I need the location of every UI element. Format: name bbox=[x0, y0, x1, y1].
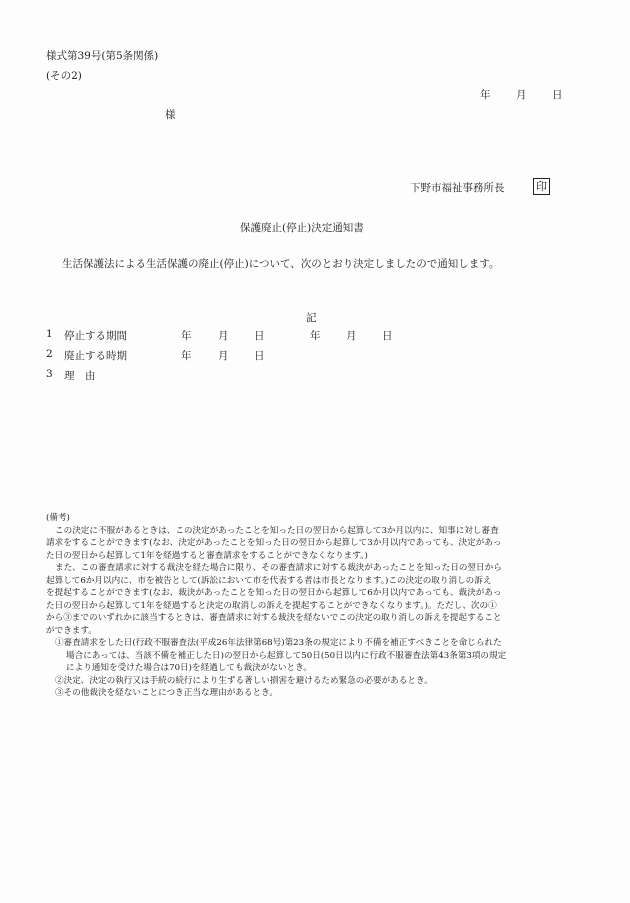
item-year: 年 bbox=[181, 330, 192, 342]
notes-line: この決定に不服があるときは、この決定があったことを知った日の翌日から起算して3か月以内に、知事に対し審査 bbox=[55, 525, 499, 536]
item-year-end: 年 bbox=[310, 330, 321, 342]
form-number: 様式第39号(第5条関係) bbox=[46, 50, 159, 62]
item-number: 3 bbox=[46, 368, 53, 380]
notes-line: ができます。 bbox=[46, 625, 97, 636]
notes-line: を提起することができます(なお、裁決があったことを知った日の翌日から起算して6か月以内であっても、裁決があっ bbox=[46, 588, 502, 598]
item-month: 月 bbox=[218, 350, 229, 362]
notes-line: ①審査請求をした日(行政不服審査法(平成26年法律第68号)第23条の規定により不備を補正すべきことを命じられた bbox=[55, 638, 502, 648]
document-title: 保護廃止(停止)決定通知書 bbox=[240, 222, 364, 234]
item-number: 2 bbox=[46, 348, 53, 360]
item-label: 廃止する時期 bbox=[64, 350, 127, 362]
notes-line: 場合にあっては、当該不備を補正した日)の翌日から起算して50日(50日以内に行政不服審査法第43条第3項の規定 bbox=[66, 650, 507, 661]
date-day: 日 bbox=[552, 89, 563, 101]
item-day: 日 bbox=[254, 350, 265, 362]
notes-line: また、この審査請求に対する裁決を経た場合に限り、その審査請求に対する裁決があったことを知った日の翌日から bbox=[55, 563, 502, 573]
notes-line: により通知を受けた場合は70日)を経過しても裁決がないとき。 bbox=[66, 663, 312, 673]
item-year: 年 bbox=[181, 350, 192, 362]
notes-line: た日の翌日から起算して1年を経過すると審査請求をすることができなくなります。) bbox=[46, 550, 368, 561]
item-month-end: 月 bbox=[346, 330, 357, 342]
item-label: 停止する期間 bbox=[64, 330, 127, 342]
date-year: 年 bbox=[480, 89, 491, 101]
notes-line: から③までのいずれかに該当するときは、審査請求に対する裁決を経ないでこの決定の取り消しの訴えを提起すること bbox=[46, 613, 502, 623]
item-number: 1 bbox=[46, 328, 53, 340]
item-label: 理 由 bbox=[64, 370, 96, 382]
notes-line: ②決定、決定の執行又は手続の続行により生ずる著しい損害を避けるため緊急の必要があるとき。 bbox=[55, 675, 433, 686]
addressee-suffix: 様 bbox=[165, 109, 176, 121]
seal-stamp-box: 印 bbox=[533, 178, 550, 195]
body-text: 生活保護法による生活保護の廃止(停止)について、次のとおり決定しましたので通知します。 bbox=[62, 258, 500, 270]
notes-line: ③その他裁決を経ないことにつき正当な理由があるとき。 bbox=[55, 688, 278, 698]
record-label: 記 bbox=[306, 312, 317, 324]
notes-line: 起算して6か月以内に、市を被告として(訴訟において市を代表する者は市長となります。)この決定の取り消しの訴え bbox=[46, 575, 492, 586]
item-day-end: 日 bbox=[382, 330, 393, 342]
item-day: 日 bbox=[254, 330, 265, 342]
notes-line: 請求をすることができます(なお、決定があったことを知った日の翌日から起算して3か月以内であっても、決定があっ bbox=[46, 538, 502, 548]
item-month: 月 bbox=[218, 330, 229, 342]
notes-heading: (備考) bbox=[46, 513, 70, 523]
form-sub-number: (その2) bbox=[46, 70, 82, 82]
notes-line: た日の翌日から起算して1年を経過すると決定の取消しの訴えを提起することができなくなります。)。ただし、次の① bbox=[46, 600, 497, 611]
notes-section bbox=[46, 512, 586, 700]
date-month: 月 bbox=[516, 89, 527, 101]
issuer-name: 下野市福祉事務所長 bbox=[410, 182, 505, 194]
